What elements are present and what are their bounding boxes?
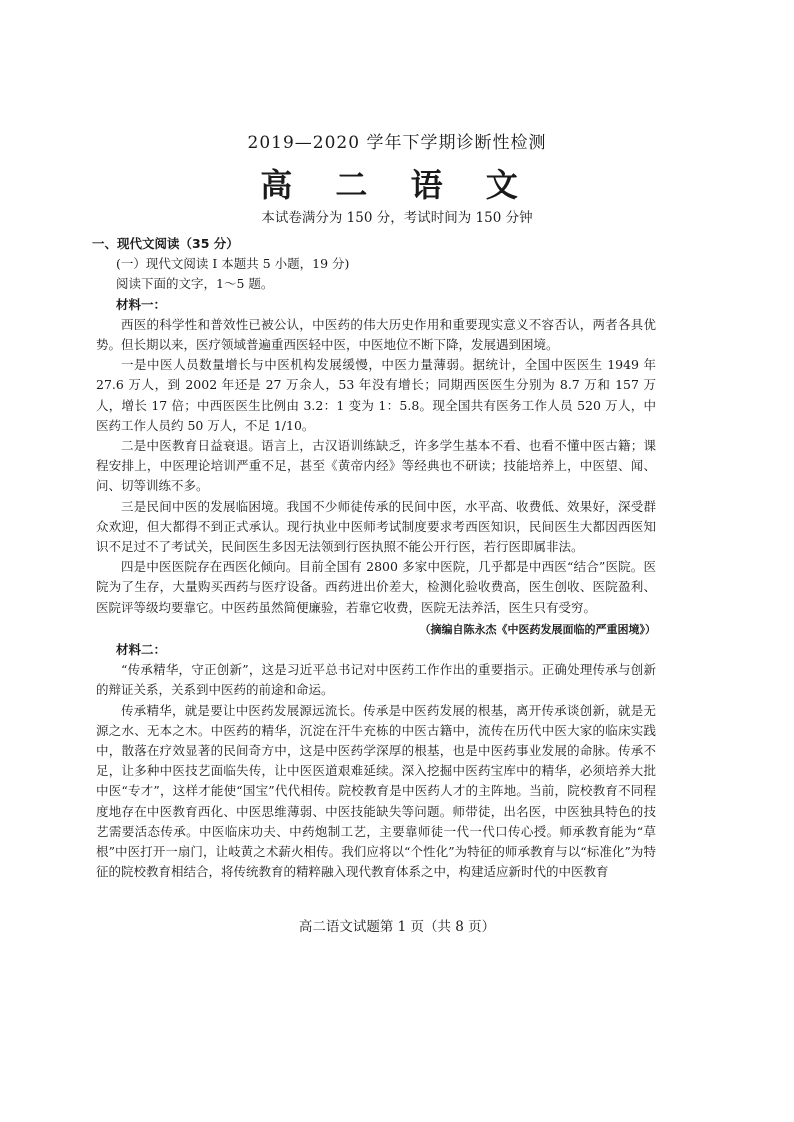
material1-label: 材料一： <box>116 296 167 312</box>
material1-paragraph: 二是中医教育日益衰退。语言上，古汉语训练缺乏，许多学生基本不看、也看不懂中医古籍；课程安排上，中医理论培训严重不足，甚至《黄帝内经》等经典也不研读；技能培养上，中医望、闻、问、切等训练不多。 <box>96 438 656 494</box>
material1-paragraph: 一是中医人员数量增长与中医机构发展缓慢，中医力量薄弱。据统计，全国中医医生 1949 年 27.6 万人，到 2002 年还是 27 万余人，53 年没有增长；同期西医医生分别为 8.7 万和 157 万人，增长 17 倍；中西医医生比例由 3.2：1 变为 1：5.8。现全国共有医务工作人员 520 万人，中医药工作人员约 50 万人，不足 1/10。 <box>96 357 656 433</box>
page-footer: 高二语文试题第 1 页（共 8 页） <box>298 919 496 935</box>
material1-source: （摘编自陈永杰《中医药发展面临的严重困境》） <box>419 622 656 636</box>
material2-label: 材料二： <box>116 642 167 658</box>
material1-paragraph: 四是中医医院存在西医化倾向。目前全国有 2800 多家中医院，几乎都是中西医“结合”医院。医院为了生存，大量购买西药与医疗设备。西药进出价差大，检测化验收费高，医生创收、医院盈利、医院评等级均要靠它。中医药虽然简便廉验，若靠它收费，医院无法养活，医生只有受穷。 <box>96 559 656 615</box>
section-modern-reading <box>92 234 656 883</box>
reading-direction: 阅读下面的文字，1～5 题。 <box>116 276 274 292</box>
exam-title: 2019—2020 学年下学期诊断性检测 <box>247 133 547 153</box>
exam-instructions: 本试卷满分为 150 分，考试时间为 150 分钟 <box>261 210 533 226</box>
material1-paragraph: 西医的科学性和普效性已被公认，中医药的伟大历史作用和重要现实意义不容否认，两者各具优势。但长期以来，医疗领域普遍重西医轻中医，中医地位不断下降，发展遇到困境。 <box>96 316 656 353</box>
section-heading: 一、现代文阅读（35 分） <box>92 236 239 251</box>
material1-paragraph: 三是民间中医的发展临困境。我国不少师徒传承的民间中医，水平高、收费低、效果好，深受群众欢迎，但大都得不到正式承认。现行执业中医师考试制度要求考西医知识，民间医生大都因西医知识不足过不了考试关，民间医生多因无法领到行医执照不能公开行医，若行医即属非法。 <box>96 498 656 555</box>
subject-title: 高 二 语 文 <box>260 166 534 204</box>
material2-paragraph: 传承精华，就是要让中医药发展源远流长。传承是中医药发展的根基，离开传承谈创新，就是无源之水、无本之木。中医药的精华，沉淀在汗牛充栋的中医古籍中，流传在历代中医大家的临床实践中，散落在疗效显著的民间奇方中，这是中医药学深厚的根基，也是中医药事业发展的命脉。传承不足，让多种中医技艺面临失传，让中医医道艰难延续。深入挖掘中医药宝库中的精华，必须培养大批中医“专才”，这样才能使“国宝”代代相传。院校教育是中医药人才的主阵地。当前，院校教育不同程度地存在中医教育西化、中医思维薄弱、中医技能缺失等问题。师带徒，出名医，中医独具特色的技艺需要活态传承。中医临床功夫、中药炮制工艺，主要靠师徒一代一代口传心授。师承教育能为“草根”中医打开一扇门，让岐黄之术薪火相传。我们应将以“个性化”为特征的师承教育与以“标准化”为特征的院校教育相结合，将传统教育的精粹融入现代教育体系之中，构建适应新时代的中医教育 <box>96 702 656 880</box>
sub-heading: (一）现代文阅读 I 本题共 5 小题，19 分) <box>116 256 350 272</box>
material2-paragraph: “传承精华，守正创新”，这是习近平总书记对中医药工作作出的重要指示。正确处理传承与创新的辩证关系，关系到中医药的前途和命运。 <box>96 662 656 698</box>
